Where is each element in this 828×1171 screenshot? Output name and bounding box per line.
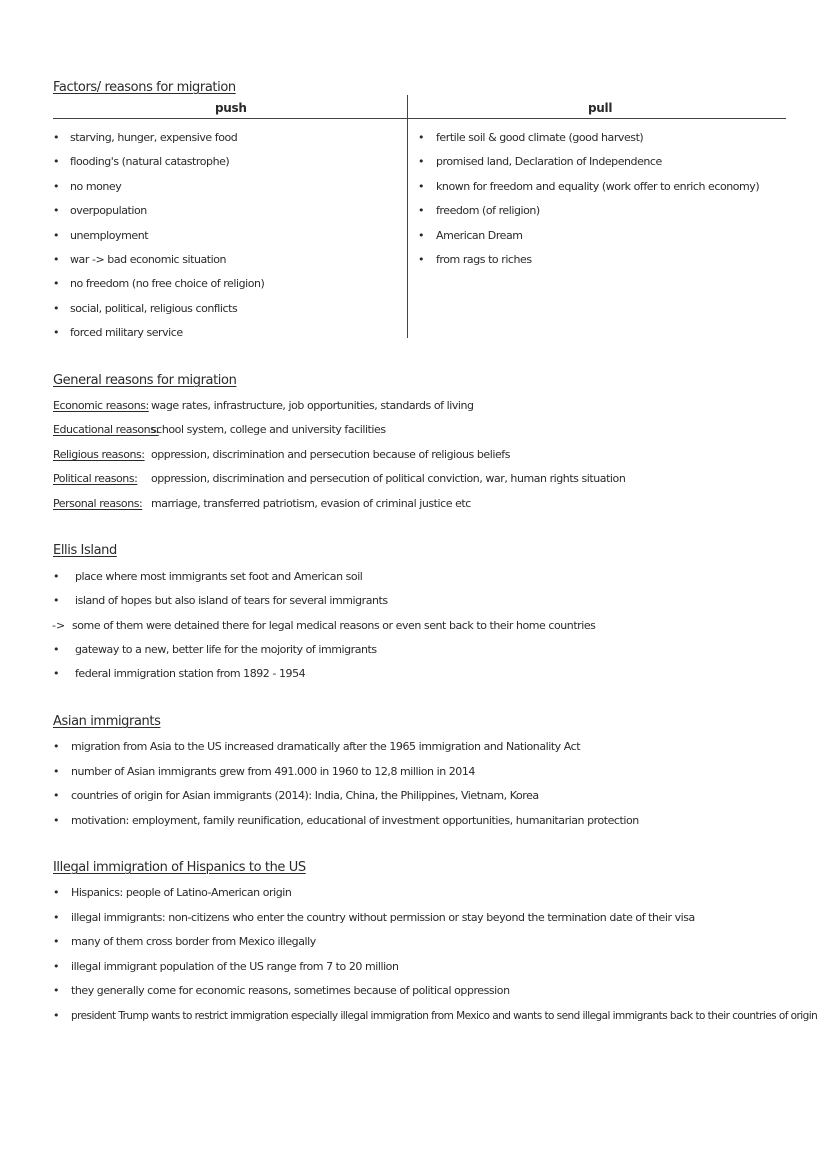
reason-text: oppression, discrimination and persecution of political conviction, war, human rights situation [151,472,626,485]
hispanic-item: president Trump wants to restrict immigration especially illegal immigration from Mexico and wants to send illegal immigrants back to their countries of origin [71,1010,818,1022]
bullet-icon: • [53,229,60,242]
reason-text: school system, college and university facilities [151,423,386,436]
bullet-icon: • [53,911,60,924]
reason-label: Religious reasons: [53,448,145,461]
bullet-icon: • [53,277,60,290]
pull-item: known for freedom and equality (work offer to enrich economy) [436,180,760,193]
bullet-icon: • [53,155,60,168]
push-item: no freedom (no free choice of religion) [70,277,265,290]
general-reasons-heading: General reasons for migration [53,373,237,388]
reason-label: Educational reasons: [53,423,159,436]
bullet-icon: • [53,960,60,973]
pull-item: freedom (of religion) [436,204,540,217]
asian-item: motivation: employment, family reunification, educational of investment opportunities, humanitarian protection [71,814,639,827]
bullet-icon: • [53,935,60,948]
bullet-icon: • [53,1009,60,1022]
push-item: flooding's (natural catastrophe) [70,155,230,168]
hispanic-item: illegal immigrants: non-citizens who enter the country without permission or stay beyond the termination date of their visa [71,911,695,924]
hispanics-heading: Illegal immigration of Hispanics to the US [53,860,306,875]
bullet-icon: • [53,180,60,193]
reason-text: oppression, discrimination and persecution because of religious beliefs [151,448,510,461]
pull-item: from rags to riches [436,253,532,266]
push-item: unemployment [70,229,149,242]
bullet-icon: • [53,326,60,339]
hispanic-item: illegal immigrant population of the US range from 7 to 20 million [71,960,399,973]
hispanic-item: many of them cross border from Mexico illegally [71,935,316,948]
push-item: social, political, religious conflicts [70,302,238,315]
bullet-icon: • [418,229,425,242]
push-column-header: push [215,101,247,115]
bullet-icon: • [53,789,60,802]
pull-column-header: pull [588,101,613,115]
push-item: starving, hunger, expensive food [70,131,238,144]
push-item: overpopulation [70,204,147,217]
reason-text: wage rates, infrastructure, job opportunities, standards of living [151,399,474,412]
arrow-icon: -> [52,619,66,632]
bullet-icon: • [53,740,60,753]
hispanic-item: Hispanics: people of Latino-American origin [71,886,292,899]
bullet-icon: • [53,570,60,583]
pull-item: promised land, Declaration of Independence [436,155,662,168]
pull-item: American Dream [436,229,523,242]
bullet-icon: • [418,131,425,144]
push-item: no money [70,180,122,193]
bullet-icon: • [418,180,425,193]
bullet-icon: • [418,155,425,168]
push-item: war -> bad economic situation [70,253,227,266]
bullet-icon: • [53,984,60,997]
table-header-rule [53,118,786,119]
table-column-divider [407,95,408,338]
ellis-item: some of them were detained there for legal medical reasons or even sent back to their home countries [72,619,596,632]
ellis-item: island of hopes but also island of tears for several immigrants [75,594,388,607]
hispanic-item: they generally come for economic reasons, sometimes because of political oppression [71,984,510,997]
reason-label: Personal reasons: [53,497,143,510]
push-item: forced military service [70,326,183,339]
reason-label: Economic reasons: [53,399,149,412]
ellis-island-heading: Ellis Island [53,543,117,558]
asian-item: number of Asian immigrants grew from 491.000 in 1960 to 12,8 million in 2014 [71,765,475,778]
bullet-icon: • [53,253,60,266]
reason-text: marriage, transferred patriotism, evasion of criminal justice etc [151,497,471,510]
bullet-icon: • [53,204,60,217]
bullet-icon: • [418,253,425,266]
bullet-icon: • [53,302,60,315]
pull-item: fertile soil & good climate (good harvest) [436,131,644,144]
asian-item: migration from Asia to the US increased dramatically after the 1965 immigration and Nationality Act [71,740,581,753]
bullet-icon: • [418,204,425,217]
bullet-icon: • [53,643,60,656]
bullet-icon: • [53,667,60,680]
ellis-item: federal immigration station from 1892 - 1954 [75,667,306,680]
ellis-item: place where most immigrants set foot and American soil [75,570,363,583]
ellis-item: gateway to a new, better life for the mojority of immigrants [75,643,377,656]
bullet-icon: • [53,886,60,899]
factors-heading: Factors/ reasons for migration [53,80,236,95]
reason-label: Political reasons: [53,472,138,485]
bullet-icon: • [53,594,60,607]
asian-item: countries of origin for Asian immigrants (2014): India, China, the Philippines, Vietnam, Korea [71,789,539,802]
bullet-icon: • [53,814,60,827]
asian-immigrants-heading: Asian immigrants [53,714,161,729]
bullet-icon: • [53,131,60,144]
bullet-icon: • [53,765,60,778]
